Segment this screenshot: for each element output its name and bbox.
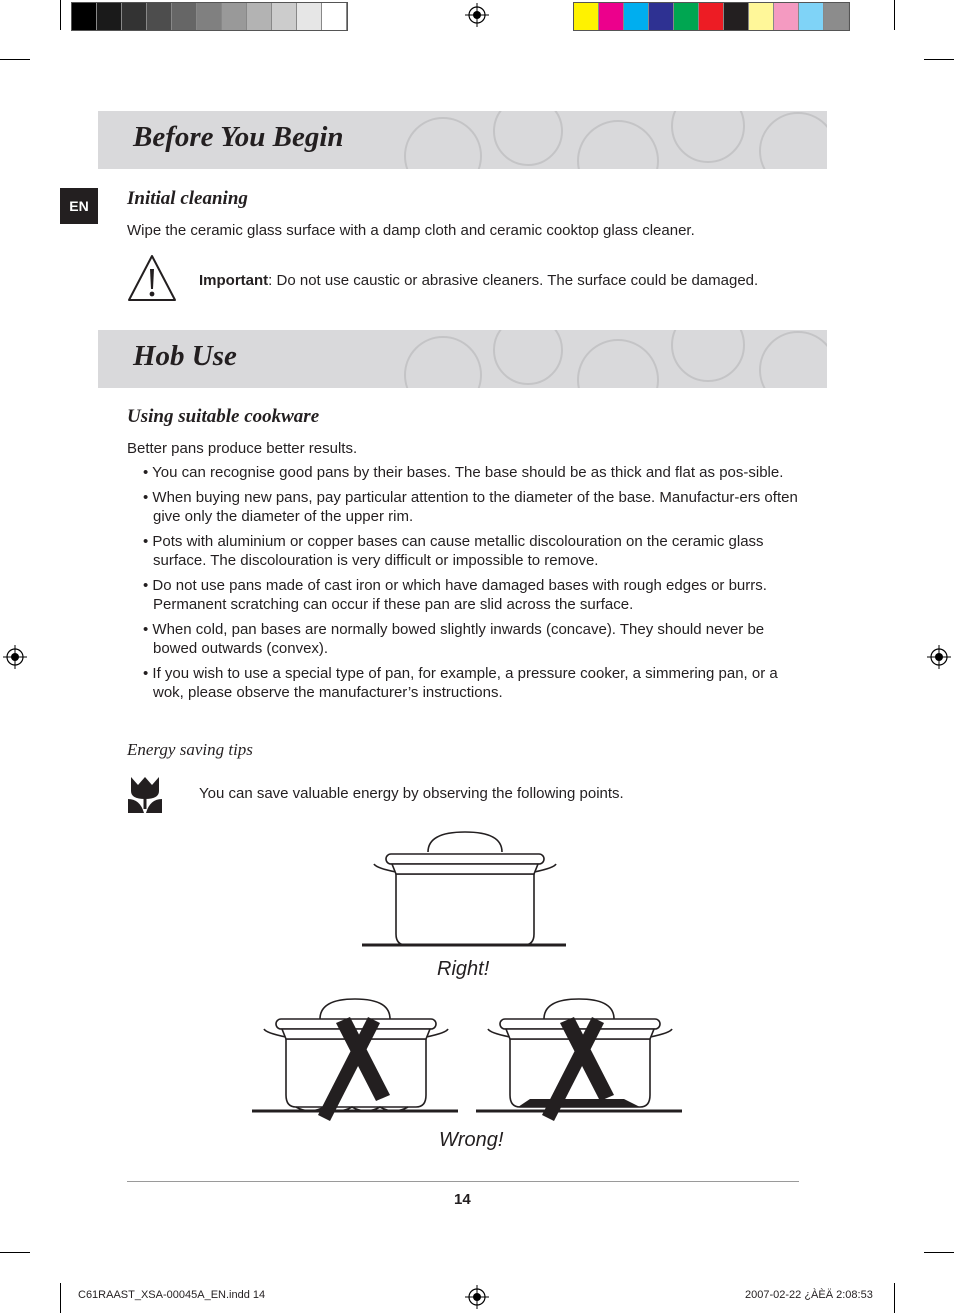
gray-swatch-bar [71,2,348,31]
color-swatch [649,3,674,30]
color-swatch [799,3,824,30]
list-item: • Pots with aluminium or copper bases can cause metallic discolouration on the ceramic glass surface. The discolouration is very difficult or impossible to remove. [143,533,764,569]
color-swatch [322,3,347,30]
crop-mark [894,0,895,30]
crop-mark [0,59,30,60]
section-title: Before You Begin [133,121,344,153]
crop-mark [924,1252,954,1253]
color-swatch [172,3,197,30]
warning-body: : Do not use caustic or abrasive cleaners. The surface could be damaged. [268,272,759,289]
color-swatch [197,3,222,30]
registration-mark-icon [927,645,951,669]
slug-filename: C61RAAST_XSA-00045A_EN.indd 14 [78,1289,266,1301]
crop-mark [924,59,954,60]
page-number: 14 [454,1191,471,1208]
subheading-cookware: Using suitable cookware [127,406,320,427]
list-item: • When cold, pan bases are normally bowed slightly inwards (concave). They should never be bowed outwards (convex). [143,621,765,657]
section-banner-before [98,111,827,169]
color-swatch [599,3,624,30]
pot-icon [362,828,568,948]
color-swatch [574,3,599,30]
color-swatch [247,3,272,30]
crop-mark [60,0,61,30]
energy-text: You can save valuable energy by observing the following points. [199,785,624,802]
color-swatch [272,3,297,30]
slug-timestamp: 2007-02-22 ¿ÀÈÄ 2:08:53 [745,1289,873,1301]
list-item: • When buying new pans, pay particular attention to the diameter of the base. Manufactur-ers often give only the diameter of the upper rim. [143,489,798,525]
cleaning-text: Wipe the ceramic glass surface with a damp cloth and ceramic cooktop glass cleaner. [127,222,695,239]
warning-label: Important [199,272,269,289]
section-banner-hob [98,330,827,388]
color-swatch-bar [573,2,850,31]
cookware-bullet-list [143,463,798,708]
color-swatch [674,3,699,30]
registration-mark-icon [465,1285,489,1309]
color-swatch [97,3,122,30]
pot-icon [250,995,460,1125]
language-tab: EN [60,188,98,224]
color-swatch [222,3,247,30]
color-swatch [72,3,97,30]
registration-mark-icon [465,3,489,27]
section-title: Hob Use [133,340,237,372]
pot-icon [474,995,684,1125]
warning-triangle-icon [126,253,178,303]
list-item: • You can recognise good pans by their bases. The base should be as thick and flat as pos-sible. [143,464,784,481]
crop-mark [894,1283,895,1313]
color-swatch [749,3,774,30]
color-swatch [624,3,649,30]
color-swatch [824,3,849,30]
color-swatch [122,3,147,30]
list-item: • If you wish to use a special type of pan, for example, a pressure cooker, a simmering pan, or a wok, please observe the manufacturer’s instructions. [143,665,778,701]
color-swatch [147,3,172,30]
right-caption: Right! [437,958,490,980]
color-swatch [297,3,322,30]
crop-mark [0,1252,30,1253]
crop-mark [60,1283,61,1313]
wrong-caption: Wrong! [439,1129,504,1151]
color-swatch [724,3,749,30]
energy-heading: Energy saving tips [127,740,253,759]
tulip-eco-icon [126,775,164,815]
color-swatch [774,3,799,30]
list-item: • Do not use pans made of cast iron or which have damaged bases with rough edges or burrs. Permanent scratching can occur if these pan are slid across the surface. [143,577,767,613]
cookware-intro: Better pans produce better results. [127,440,358,457]
color-swatch [699,3,724,30]
subheading-initial-cleaning: Initial cleaning [127,188,248,209]
registration-mark-icon [3,645,27,669]
warning-text [199,271,758,290]
footer-divider [127,1181,799,1182]
